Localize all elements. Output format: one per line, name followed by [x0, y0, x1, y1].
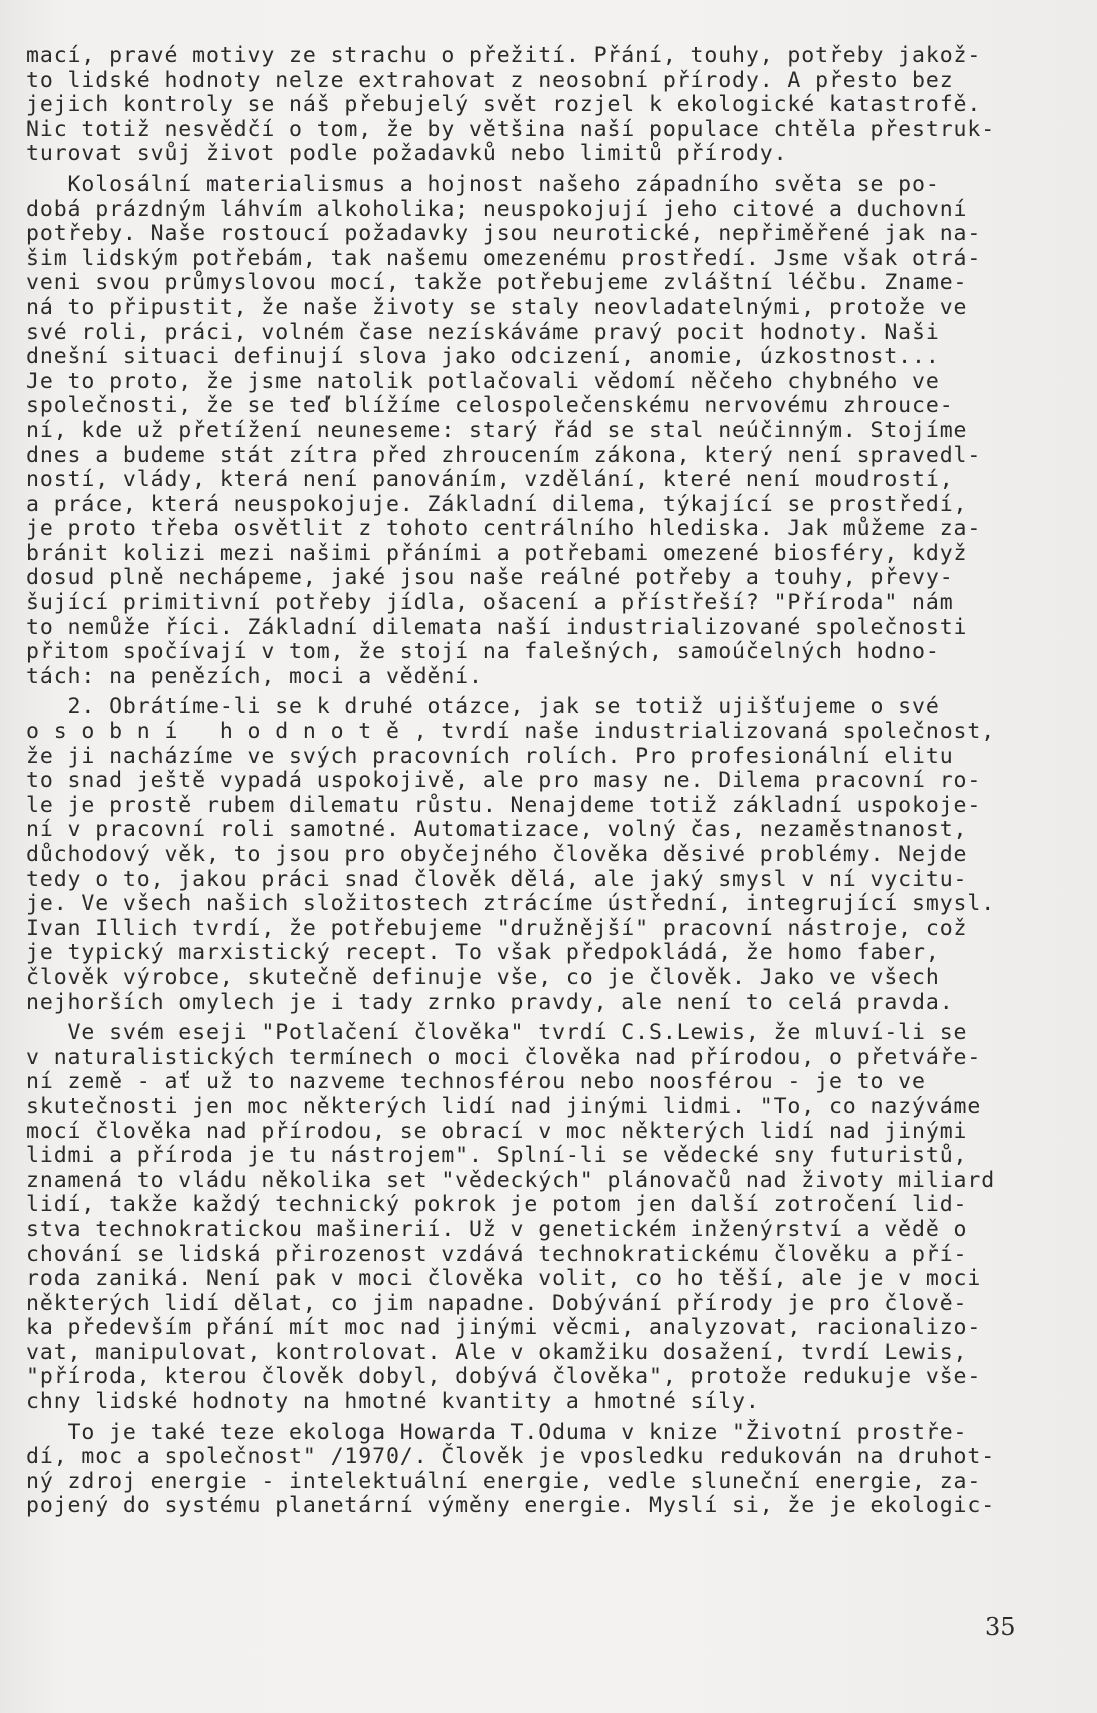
text-line: a práce, která neuspokojuje. Základní dilema, týkající se prostředí, [26, 491, 968, 517]
text-line: ností, vlády, která není panováním, vzdělání, které není moudrostí, [26, 467, 954, 493]
text-line: tách: na penězích, moci a vědění. [26, 663, 483, 689]
text-line: Kolosální materialismus a hojnost našeho západního světa se po- [26, 171, 940, 197]
text-line: chování se lidská přirozenost vzdává technokratickému člověku a pří- [26, 1241, 968, 1267]
text-line: ní v pracovní roli samotné. Automatizace, volný čas, nezaměstnanost, [26, 817, 968, 843]
text-line: je proto třeba osvětlit z tohoto centrálního hlediska. Jak můžeme za- [26, 516, 982, 542]
page-number: 35 [985, 1613, 1016, 1641]
paragraph [26, 695, 1076, 1015]
text-line: je. Ve všech našich složitostech ztrácíme ústřední, integrující smysl. [26, 891, 996, 917]
text-line: bránit kolizi mezi našimi přáními a potřebami omezené biosféry, když [26, 540, 968, 566]
text-line: to lidské hodnoty nelze extrahovat z neosobní přírody. A přesto bez [26, 67, 954, 93]
text-line: člověk výrobce, skutečně definuje vše, co je člověk. Jako ve všech [26, 964, 940, 990]
text-line: tedy o to, jakou práci snad člověk dělá, ale jaký smysl v ní vycitu- [26, 866, 968, 892]
text-line: ní země - ať už to nazveme technosférou nebo noosférou - je to ve [26, 1069, 926, 1095]
text-line: mací, pravé motivy ze strachu o přežití. Přání, touhy, potřeby jakož- [26, 43, 982, 68]
text-line: 2. Obrátíme-li se k druhé otázce, jak se totiž ujišťujeme o své [26, 694, 940, 720]
text-line: stva technokratickou mašinerií. Už v genetickém inženýrství a vědě o [26, 1216, 968, 1242]
text-line: nejhorších omylech je i tady zrnko pravdy, ale není to celá pravda. [26, 989, 954, 1015]
text-line: Ivan Illich tvrdí, že potřebujeme "družnější" pracovní nástroje, což [26, 915, 968, 941]
text-line: mocí člověka nad přírodou, se obrací v moc některých lidí nad jinými [26, 1118, 968, 1144]
text-line: skutečnosti jen moc některých lidí nad jinými lidmi. "To, co nazýváme [26, 1093, 982, 1119]
text-line: ní, kde už přetížení neuneseme: starý řád se stal neúčinným. Stojíme [26, 417, 968, 443]
paragraph [26, 1021, 1076, 1415]
text-line: o s o b n í h o d n o t ě , tvrdí naše industrializovaná společnost, [26, 719, 996, 745]
text-line: dobá prázdným láhvím alkoholika; neuspokojují jeho citové a duchovní [26, 196, 968, 222]
text-line: lidí, takže každý technický pokrok je potom jen další zotročení lid- [26, 1192, 968, 1218]
body-text [26, 44, 1076, 1519]
text-line: dosud plně nechápeme, jaké jsou naše reálné potřeby a touhy, převy- [26, 565, 954, 591]
text-line: dí, moc a společnost" /1970/. Člověk je vposledku redukován na druhot- [26, 1444, 996, 1470]
text-line: že ji nacházíme ve svých pracovních rolích. Pro profesionální elitu [26, 743, 954, 769]
text-line: přitom spočívají v tom, že stojí na falešných, samoúčelných hodno- [26, 639, 940, 665]
text-line: ný zdroj energie - intelektuální energie, vedle sluneční energie, za- [26, 1468, 982, 1494]
text-line: turovat svůj život podle požadavků nebo limitů přírody. [26, 141, 788, 167]
text-line: To je také teze ekologa Howarda T.Oduma v knize "Životní prostře- [26, 1419, 968, 1445]
text-line: lidmi a příroda je tu nástrojem". Splní-li se vědecké sny futuristů, [26, 1143, 968, 1169]
text-line: některých lidí dělat, co jim napadne. Dobývání přírody je pro člově- [26, 1290, 968, 1316]
text-line: ka především přání mít moc nad jinými věcmi, analyzovat, racionalizo- [26, 1315, 982, 1341]
text-line: Ve svém eseji "Potlačení člověka" tvrdí C.S.Lewis, že mluví-li se [26, 1020, 968, 1046]
text-line: jejich kontroly se náš přebujelý svět rozjel k ekologické katastrofě. [26, 92, 982, 118]
text-line: znamená to vládu několika set "vědeckých" plánovačů nad životy miliard [26, 1167, 996, 1193]
text-line: chny lidské hodnoty na hmotné kvantity a hmotné síly. [26, 1389, 760, 1415]
text-line: je typický marxistický recept. To však předpokládá, že homo faber, [26, 940, 940, 966]
text-line: to nemůže říci. Základní dilemata naší industrializované společnosti [26, 614, 968, 640]
text-line: dnešní situaci definují slova jako odcizení, anomie, úzkostnost... [26, 344, 940, 370]
text-line: to snad ještě vypadá uspokojivě, ale pro masy ne. Dilema pracovní ro- [26, 768, 982, 794]
text-line: "příroda, kterou člověk dobyl, dobývá člověka", protože redukuje vše- [26, 1364, 982, 1390]
text-line: roda zaniká. Není pak v moci člověka volit, co ho těší, ale je v moci [26, 1266, 982, 1292]
text-line: dnes a budeme stát zítra před zhroucením zákona, který není spravedl- [26, 442, 982, 468]
text-line: veni svou průmyslovou mocí, takže potřebujeme zvláštní léčbu. Zname- [26, 270, 968, 296]
text-line: v naturalistických termínech o moci člověka nad přírodou, o přetváře- [26, 1044, 982, 1070]
text-line: vat, manipulovat, kontrolovat. Ale v okamžiku dosažení, tvrdí Lewis, [26, 1339, 968, 1365]
text-line: šující primitivní potřeby jídla, ošacení a přístřeší? "Příroda" nám [26, 590, 954, 616]
text-line: potřeby. Naše rostoucí požadavky jsou neurotické, nepřiměřené jak na- [26, 221, 982, 247]
paragraph [26, 1421, 1076, 1519]
text-line: pojený do systému planetární výměny energie. Myslí si, že je ekologic- [26, 1493, 996, 1519]
text-line: le je prostě rubem dilematu růstu. Nenajdeme totiž základní uspokoje- [26, 792, 982, 818]
text-line: Je to proto, že jsme natolik potlačovali vědomí něčeho chybného ve [26, 368, 940, 394]
text-line: své roli, práci, volném čase nezískáváme pravý pocit hodnoty. Naši [26, 319, 940, 345]
text-line: společnosti, že se teď blížíme celospolečenskému nervovému zhrouce- [26, 393, 954, 419]
text-line: šim lidským potřebám, tak našemu omezenému prostředí. Jsme však otrá- [26, 245, 982, 271]
paragraph [26, 44, 1076, 167]
text-line: Nic totiž nesvědčí o tom, že by většina naší populace chtěla přestruk- [26, 116, 996, 142]
paragraph [26, 173, 1076, 689]
text-line: ná to připustit, že naše životy se staly neovladatelnými, protože ve [26, 294, 968, 320]
text-line: důchodový věk, to jsou pro obyčejného člověka děsivé problémy. Nejde [26, 842, 968, 867]
